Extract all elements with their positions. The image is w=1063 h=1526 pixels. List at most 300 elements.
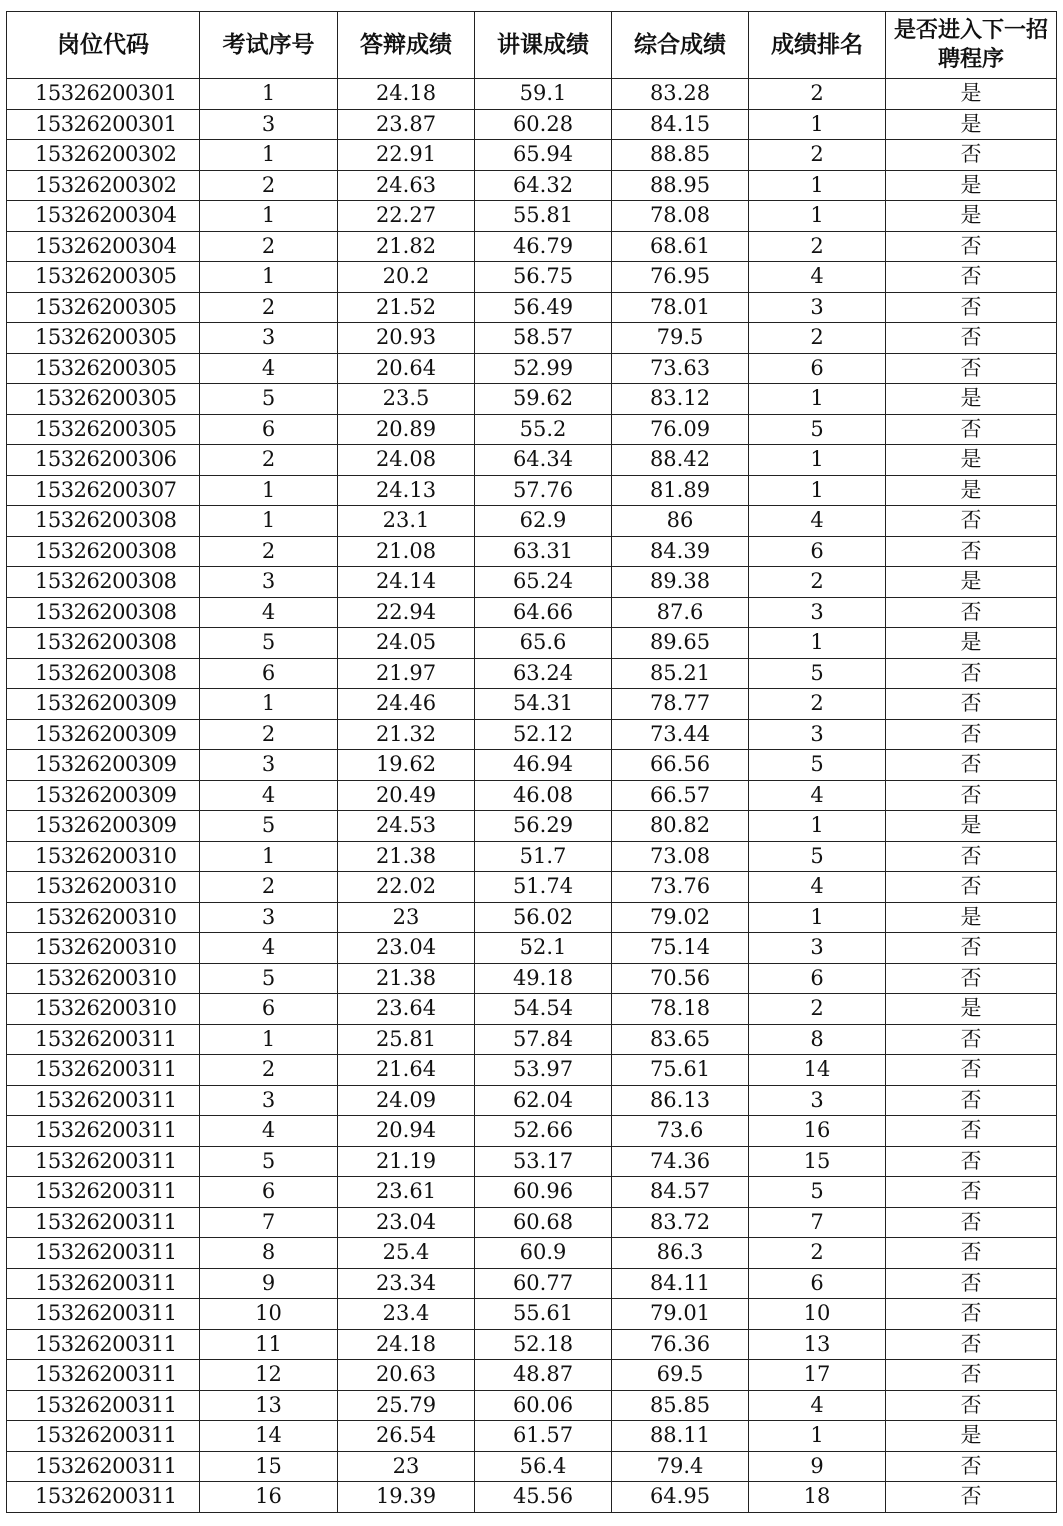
cell-rank: 2 — [749, 140, 886, 171]
cell-total-score: 89.38 — [612, 567, 749, 598]
cell-total-score: 66.57 — [612, 780, 749, 811]
cell-rank: 6 — [749, 536, 886, 567]
cell-defense-score: 23.04 — [338, 1207, 475, 1238]
cell-next-stage: 否 — [886, 1299, 1057, 1330]
cell-lecture-score: 60.68 — [475, 1207, 612, 1238]
cell-exam-number: 1 — [200, 140, 338, 171]
cell-rank: 1 — [749, 445, 886, 476]
cell-exam-number: 1 — [200, 475, 338, 506]
cell-total-score: 83.12 — [612, 384, 749, 415]
cell-total-score: 81.89 — [612, 475, 749, 506]
cell-position-code: 15326200308 — [7, 597, 200, 628]
cell-lecture-score: 56.02 — [475, 902, 612, 933]
cell-exam-number: 3 — [200, 1085, 338, 1116]
cell-position-code: 15326200305 — [7, 323, 200, 354]
cell-total-score: 75.61 — [612, 1055, 749, 1086]
cell-next-stage: 否 — [886, 1116, 1057, 1147]
cell-position-code: 15326200304 — [7, 231, 200, 262]
cell-total-score: 85.21 — [612, 658, 749, 689]
cell-lecture-score: 51.7 — [475, 841, 612, 872]
cell-exam-number: 2 — [200, 719, 338, 750]
cell-exam-number: 9 — [200, 1268, 338, 1299]
cell-total-score: 83.72 — [612, 1207, 749, 1238]
cell-next-stage: 否 — [886, 933, 1057, 964]
cell-defense-score: 24.09 — [338, 1085, 475, 1116]
cell-next-stage: 否 — [886, 780, 1057, 811]
cell-lecture-score: 52.1 — [475, 933, 612, 964]
cell-position-code: 15326200311 — [7, 1421, 200, 1452]
cell-exam-number: 2 — [200, 872, 338, 903]
cell-total-score: 66.56 — [612, 750, 749, 781]
cell-defense-score: 25.79 — [338, 1390, 475, 1421]
cell-position-code: 15326200310 — [7, 902, 200, 933]
cell-exam-number: 6 — [200, 658, 338, 689]
cell-defense-score: 21.38 — [338, 841, 475, 872]
cell-rank: 3 — [749, 597, 886, 628]
table-row — [7, 1116, 1057, 1147]
cell-rank: 2 — [749, 79, 886, 110]
cell-defense-score: 22.94 — [338, 597, 475, 628]
cell-rank: 1 — [749, 628, 886, 659]
cell-defense-score: 23.1 — [338, 506, 475, 537]
cell-defense-score: 22.02 — [338, 872, 475, 903]
cell-exam-number: 5 — [200, 963, 338, 994]
table-row — [7, 109, 1057, 140]
cell-exam-number: 1 — [200, 262, 338, 293]
header-rank: 成绩排名 — [749, 12, 886, 79]
cell-next-stage: 否 — [886, 1055, 1057, 1086]
cell-position-code: 15326200305 — [7, 292, 200, 323]
cell-exam-number: 4 — [200, 780, 338, 811]
table-row — [7, 628, 1057, 659]
cell-exam-number: 3 — [200, 750, 338, 781]
cell-lecture-score: 52.99 — [475, 353, 612, 384]
cell-rank: 15 — [749, 1146, 886, 1177]
cell-rank: 1 — [749, 384, 886, 415]
cell-exam-number: 10 — [200, 1299, 338, 1330]
cell-lecture-score: 55.2 — [475, 414, 612, 445]
cell-rank: 8 — [749, 1024, 886, 1055]
cell-exam-number: 6 — [200, 994, 338, 1025]
table-row — [7, 902, 1057, 933]
cell-next-stage: 否 — [886, 1360, 1057, 1391]
cell-lecture-score: 65.94 — [475, 140, 612, 171]
cell-rank: 5 — [749, 414, 886, 445]
cell-lecture-score: 52.12 — [475, 719, 612, 750]
cell-defense-score: 25.4 — [338, 1238, 475, 1269]
cell-rank: 4 — [749, 262, 886, 293]
score-sheet — [6, 11, 1056, 1513]
cell-next-stage: 否 — [886, 262, 1057, 293]
cell-next-stage: 否 — [886, 1268, 1057, 1299]
cell-total-score: 87.6 — [612, 597, 749, 628]
table-row — [7, 963, 1057, 994]
cell-total-score: 84.39 — [612, 536, 749, 567]
cell-position-code: 15326200311 — [7, 1085, 200, 1116]
cell-next-stage: 否 — [886, 1177, 1057, 1208]
cell-exam-number: 4 — [200, 597, 338, 628]
cell-defense-score: 24.18 — [338, 1329, 475, 1360]
cell-lecture-score: 61.57 — [475, 1421, 612, 1452]
cell-defense-score: 23.5 — [338, 384, 475, 415]
cell-defense-score: 24.13 — [338, 475, 475, 506]
cell-total-score: 79.4 — [612, 1451, 749, 1482]
cell-next-stage: 是 — [886, 628, 1057, 659]
table-row — [7, 506, 1057, 537]
cell-lecture-score: 56.49 — [475, 292, 612, 323]
table-row — [7, 1055, 1057, 1086]
table-row — [7, 231, 1057, 262]
cell-lecture-score: 55.61 — [475, 1299, 612, 1330]
cell-position-code: 15326200311 — [7, 1451, 200, 1482]
cell-rank: 3 — [749, 719, 886, 750]
cell-total-score: 88.95 — [612, 170, 749, 201]
table-row — [7, 292, 1057, 323]
cell-rank: 4 — [749, 1390, 886, 1421]
cell-defense-score: 25.81 — [338, 1024, 475, 1055]
cell-rank: 3 — [749, 933, 886, 964]
cell-defense-score: 20.2 — [338, 262, 475, 293]
cell-next-stage: 否 — [886, 536, 1057, 567]
cell-position-code: 15326200302 — [7, 170, 200, 201]
cell-total-score: 76.36 — [612, 1329, 749, 1360]
cell-total-score: 83.65 — [612, 1024, 749, 1055]
cell-position-code: 15326200305 — [7, 353, 200, 384]
cell-position-code: 15326200309 — [7, 719, 200, 750]
cell-exam-number: 1 — [200, 841, 338, 872]
cell-next-stage: 否 — [886, 658, 1057, 689]
cell-defense-score: 24.05 — [338, 628, 475, 659]
table-row — [7, 475, 1057, 506]
cell-lecture-score: 56.29 — [475, 811, 612, 842]
cell-lecture-score: 46.94 — [475, 750, 612, 781]
cell-lecture-score: 60.77 — [475, 1268, 612, 1299]
cell-rank: 2 — [749, 994, 886, 1025]
table-row — [7, 536, 1057, 567]
cell-next-stage: 否 — [886, 719, 1057, 750]
cell-total-score: 68.61 — [612, 231, 749, 262]
cell-position-code: 15326200311 — [7, 1390, 200, 1421]
cell-lecture-score: 55.81 — [475, 201, 612, 232]
cell-exam-number: 11 — [200, 1329, 338, 1360]
cell-exam-number: 3 — [200, 567, 338, 598]
cell-next-stage: 否 — [886, 1482, 1057, 1513]
cell-defense-score: 23.87 — [338, 109, 475, 140]
cell-total-score: 86.3 — [612, 1238, 749, 1269]
cell-exam-number: 15 — [200, 1451, 338, 1482]
cell-rank: 4 — [749, 872, 886, 903]
cell-position-code: 15326200311 — [7, 1238, 200, 1269]
table-row — [7, 140, 1057, 171]
cell-exam-number: 1 — [200, 201, 338, 232]
cell-total-score: 73.44 — [612, 719, 749, 750]
cell-defense-score: 23.61 — [338, 1177, 475, 1208]
cell-exam-number: 3 — [200, 323, 338, 354]
table-row — [7, 811, 1057, 842]
cell-position-code: 15326200309 — [7, 811, 200, 842]
header-next-stage: 是否进入下一招聘程序 — [886, 12, 1057, 79]
cell-defense-score: 24.08 — [338, 445, 475, 476]
cell-next-stage: 否 — [886, 1390, 1057, 1421]
cell-defense-score: 22.91 — [338, 140, 475, 171]
table-row — [7, 1268, 1057, 1299]
cell-rank: 4 — [749, 780, 886, 811]
cell-total-score: 74.36 — [612, 1146, 749, 1177]
cell-lecture-score: 63.24 — [475, 658, 612, 689]
cell-rank: 3 — [749, 1085, 886, 1116]
table-row — [7, 445, 1057, 476]
cell-total-score: 84.11 — [612, 1268, 749, 1299]
cell-defense-score: 23.4 — [338, 1299, 475, 1330]
cell-next-stage: 否 — [886, 1238, 1057, 1269]
cell-defense-score: 20.64 — [338, 353, 475, 384]
table-row — [7, 1207, 1057, 1238]
cell-next-stage: 否 — [886, 1085, 1057, 1116]
cell-total-score: 86.13 — [612, 1085, 749, 1116]
table-row — [7, 1024, 1057, 1055]
cell-exam-number: 2 — [200, 170, 338, 201]
cell-lecture-score: 62.9 — [475, 506, 612, 537]
table-row — [7, 353, 1057, 384]
header-exam-number: 考试序号 — [200, 12, 338, 79]
cell-rank: 1 — [749, 170, 886, 201]
header-total-score: 综合成绩 — [612, 12, 749, 79]
cell-exam-number: 3 — [200, 109, 338, 140]
cell-total-score: 89.65 — [612, 628, 749, 659]
cell-total-score: 76.95 — [612, 262, 749, 293]
cell-next-stage: 是 — [886, 384, 1057, 415]
cell-total-score: 78.01 — [612, 292, 749, 323]
cell-lecture-score: 60.9 — [475, 1238, 612, 1269]
cell-position-code: 15326200310 — [7, 963, 200, 994]
cell-exam-number: 2 — [200, 445, 338, 476]
cell-rank: 2 — [749, 567, 886, 598]
cell-defense-score: 20.89 — [338, 414, 475, 445]
cell-lecture-score: 54.31 — [475, 689, 612, 720]
cell-defense-score: 21.82 — [338, 231, 475, 262]
cell-lecture-score: 65.6 — [475, 628, 612, 659]
cell-defense-score: 24.14 — [338, 567, 475, 598]
cell-exam-number: 6 — [200, 414, 338, 445]
cell-rank: 5 — [749, 1177, 886, 1208]
cell-lecture-score: 65.24 — [475, 567, 612, 598]
cell-rank: 3 — [749, 292, 886, 323]
cell-position-code: 15326200308 — [7, 567, 200, 598]
cell-rank: 1 — [749, 902, 886, 933]
cell-exam-number: 1 — [200, 79, 338, 110]
cell-lecture-score: 53.17 — [475, 1146, 612, 1177]
cell-rank: 5 — [749, 841, 886, 872]
cell-lecture-score: 60.28 — [475, 109, 612, 140]
cell-total-score: 73.08 — [612, 841, 749, 872]
cell-total-score: 79.01 — [612, 1299, 749, 1330]
cell-total-score: 78.77 — [612, 689, 749, 720]
cell-lecture-score: 56.75 — [475, 262, 612, 293]
cell-defense-score: 19.62 — [338, 750, 475, 781]
cell-position-code: 15326200301 — [7, 79, 200, 110]
cell-next-stage: 是 — [886, 475, 1057, 506]
cell-total-score: 64.95 — [612, 1482, 749, 1513]
cell-lecture-score: 59.1 — [475, 79, 612, 110]
cell-next-stage: 是 — [886, 109, 1057, 140]
cell-total-score: 85.85 — [612, 1390, 749, 1421]
cell-rank: 1 — [749, 475, 886, 506]
cell-next-stage: 否 — [886, 872, 1057, 903]
cell-lecture-score: 52.66 — [475, 1116, 612, 1147]
table-row — [7, 1329, 1057, 1360]
cell-position-code: 15326200311 — [7, 1207, 200, 1238]
cell-rank: 1 — [749, 109, 886, 140]
cell-next-stage: 否 — [886, 292, 1057, 323]
table-row — [7, 780, 1057, 811]
cell-rank: 2 — [749, 231, 886, 262]
cell-total-score: 76.09 — [612, 414, 749, 445]
table-row — [7, 1177, 1057, 1208]
table-body — [7, 79, 1057, 1513]
cell-total-score: 78.08 — [612, 201, 749, 232]
cell-rank: 14 — [749, 1055, 886, 1086]
cell-lecture-score: 46.79 — [475, 231, 612, 262]
cell-defense-score: 20.94 — [338, 1116, 475, 1147]
cell-lecture-score: 57.76 — [475, 475, 612, 506]
cell-total-score: 73.6 — [612, 1116, 749, 1147]
cell-exam-number: 1 — [200, 1024, 338, 1055]
cell-defense-score: 21.38 — [338, 963, 475, 994]
table-row — [7, 689, 1057, 720]
cell-total-score: 73.63 — [612, 353, 749, 384]
cell-next-stage: 是 — [886, 567, 1057, 598]
cell-lecture-score: 60.06 — [475, 1390, 612, 1421]
table-row — [7, 201, 1057, 232]
cell-rank: 10 — [749, 1299, 886, 1330]
cell-rank: 6 — [749, 963, 886, 994]
cell-lecture-score: 62.04 — [475, 1085, 612, 1116]
cell-next-stage: 否 — [886, 689, 1057, 720]
cell-defense-score: 21.64 — [338, 1055, 475, 1086]
table-row — [7, 1238, 1057, 1269]
cell-total-score: 88.11 — [612, 1421, 749, 1452]
cell-rank: 7 — [749, 1207, 886, 1238]
cell-lecture-score: 59.62 — [475, 384, 612, 415]
cell-rank: 1 — [749, 811, 886, 842]
cell-next-stage: 是 — [886, 902, 1057, 933]
cell-exam-number: 12 — [200, 1360, 338, 1391]
table-row — [7, 1390, 1057, 1421]
table-row — [7, 872, 1057, 903]
cell-defense-score: 24.18 — [338, 79, 475, 110]
header-lecture-score: 讲课成绩 — [475, 12, 612, 79]
cell-exam-number: 1 — [200, 506, 338, 537]
cell-defense-score: 21.52 — [338, 292, 475, 323]
cell-lecture-score: 51.74 — [475, 872, 612, 903]
cell-next-stage: 否 — [886, 231, 1057, 262]
cell-next-stage: 是 — [886, 79, 1057, 110]
cell-exam-number: 2 — [200, 1055, 338, 1086]
cell-rank: 16 — [749, 1116, 886, 1147]
cell-rank: 18 — [749, 1482, 886, 1513]
table-row — [7, 597, 1057, 628]
table-row — [7, 79, 1057, 110]
table-row — [7, 994, 1057, 1025]
cell-total-score: 79.02 — [612, 902, 749, 933]
cell-lecture-score: 57.84 — [475, 1024, 612, 1055]
cell-exam-number: 4 — [200, 1116, 338, 1147]
cell-exam-number: 16 — [200, 1482, 338, 1513]
table-row — [7, 841, 1057, 872]
cell-defense-score: 20.93 — [338, 323, 475, 354]
cell-exam-number: 2 — [200, 231, 338, 262]
cell-exam-number: 7 — [200, 1207, 338, 1238]
cell-lecture-score: 63.31 — [475, 536, 612, 567]
cell-position-code: 15326200311 — [7, 1329, 200, 1360]
cell-exam-number: 3 — [200, 902, 338, 933]
cell-position-code: 15326200310 — [7, 994, 200, 1025]
header-row — [7, 12, 1057, 79]
cell-next-stage: 否 — [886, 506, 1057, 537]
cell-position-code: 15326200308 — [7, 506, 200, 537]
cell-next-stage: 是 — [886, 994, 1057, 1025]
table-row — [7, 567, 1057, 598]
cell-rank: 17 — [749, 1360, 886, 1391]
cell-lecture-score: 56.4 — [475, 1451, 612, 1482]
table-row — [7, 1421, 1057, 1452]
cell-total-score: 83.28 — [612, 79, 749, 110]
cell-next-stage: 是 — [886, 201, 1057, 232]
cell-total-score: 79.5 — [612, 323, 749, 354]
cell-exam-number: 13 — [200, 1390, 338, 1421]
cell-next-stage: 否 — [886, 414, 1057, 445]
cell-rank: 1 — [749, 201, 886, 232]
table-row — [7, 1482, 1057, 1513]
cell-position-code: 15326200306 — [7, 445, 200, 476]
header-defense-score: 答辩成绩 — [338, 12, 475, 79]
table-row — [7, 719, 1057, 750]
cell-position-code: 15326200311 — [7, 1299, 200, 1330]
cell-next-stage: 否 — [886, 353, 1057, 384]
table-row — [7, 323, 1057, 354]
cell-next-stage: 是 — [886, 811, 1057, 842]
cell-position-code: 15326200307 — [7, 475, 200, 506]
cell-next-stage: 是 — [886, 170, 1057, 201]
cell-defense-score: 23.34 — [338, 1268, 475, 1299]
cell-position-code: 15326200305 — [7, 384, 200, 415]
cell-position-code: 15326200308 — [7, 628, 200, 659]
cell-total-score: 84.15 — [612, 109, 749, 140]
cell-position-code: 15326200311 — [7, 1268, 200, 1299]
cell-lecture-score: 64.32 — [475, 170, 612, 201]
cell-lecture-score: 53.97 — [475, 1055, 612, 1086]
cell-position-code: 15326200309 — [7, 750, 200, 781]
cell-next-stage: 是 — [886, 445, 1057, 476]
cell-defense-score: 23 — [338, 1451, 475, 1482]
cell-position-code: 15326200311 — [7, 1482, 200, 1513]
header-position-code: 岗位代码 — [7, 12, 200, 79]
cell-exam-number: 14 — [200, 1421, 338, 1452]
cell-total-score: 86 — [612, 506, 749, 537]
cell-total-score: 78.18 — [612, 994, 749, 1025]
table-row — [7, 1360, 1057, 1391]
cell-total-score: 80.82 — [612, 811, 749, 842]
cell-exam-number: 1 — [200, 689, 338, 720]
cell-lecture-score: 58.57 — [475, 323, 612, 354]
cell-defense-score: 23.64 — [338, 994, 475, 1025]
table-row — [7, 658, 1057, 689]
cell-rank: 2 — [749, 689, 886, 720]
table-row — [7, 170, 1057, 201]
cell-position-code: 15326200311 — [7, 1146, 200, 1177]
cell-defense-score: 22.27 — [338, 201, 475, 232]
cell-position-code: 15326200305 — [7, 414, 200, 445]
